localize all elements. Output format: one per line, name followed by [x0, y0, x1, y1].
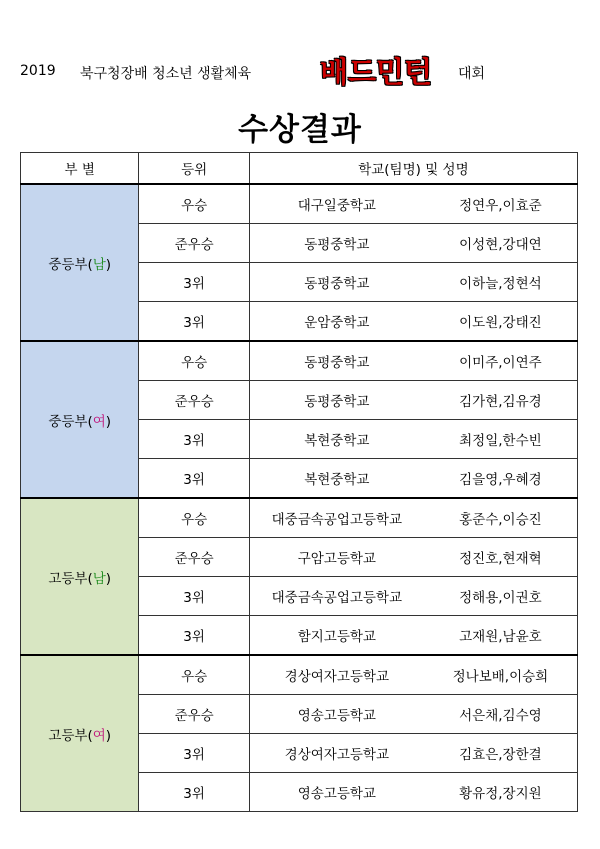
- names-cell: 홍준수,이승진: [424, 498, 578, 538]
- results-body: [21, 184, 578, 812]
- school-cell: 대구일중학교: [249, 184, 424, 224]
- school-cell: 대중금속공업고등학교: [249, 498, 424, 538]
- division-suffix: ): [105, 413, 112, 430]
- rank-cell: 준우승: [139, 695, 249, 734]
- results-table: [20, 152, 578, 812]
- rank-cell: 3위: [139, 616, 249, 656]
- event-title: [20, 50, 580, 94]
- division-suffix: ): [105, 727, 112, 744]
- division-cell: [21, 341, 139, 498]
- division-prefix: 중등부(: [48, 256, 93, 273]
- school-cell: 영송고등학교: [249, 773, 424, 812]
- rank-cell: 3위: [139, 734, 249, 773]
- names-cell: 정나보배,이승희: [424, 655, 578, 695]
- division-cell: [21, 498, 139, 655]
- division-prefix: 고등부(: [48, 570, 93, 587]
- rank-cell: 우승: [139, 655, 249, 695]
- rank-cell: 3위: [139, 773, 249, 812]
- title-main: 북구청장배 청소년 생활체육: [80, 66, 252, 82]
- names-cell: 이도원,강태진: [424, 302, 578, 342]
- division-gender: 여: [92, 413, 106, 430]
- division-gender: 여: [92, 727, 106, 744]
- header-rank: 등위: [139, 153, 249, 185]
- names-cell: 서은채,김수영: [424, 695, 578, 734]
- school-cell: 동평중학교: [249, 381, 424, 420]
- names-cell: 김효은,장한결: [424, 734, 578, 773]
- table-header-row: [21, 153, 578, 185]
- rank-cell: 우승: [139, 184, 249, 224]
- names-cell: 이미주,이연주: [424, 341, 578, 381]
- page-subtitle: 수상결과: [238, 112, 362, 148]
- names-cell: 정진호,현재혁: [424, 538, 578, 577]
- school-cell: 동평중학교: [249, 341, 424, 381]
- table-row: [21, 655, 578, 695]
- rank-cell: 3위: [139, 263, 249, 302]
- title-tail: 대회: [458, 66, 486, 82]
- rank-cell: 3위: [139, 577, 249, 616]
- school-cell: 동평중학교: [249, 263, 424, 302]
- school-cell: 대중금속공업고등학교: [249, 577, 424, 616]
- names-cell: 김가현,김유경: [424, 381, 578, 420]
- table-row: [21, 341, 578, 381]
- rank-cell: 우승: [139, 341, 249, 381]
- school-cell: 복현중학교: [249, 420, 424, 459]
- names-cell: 황유정,장지원: [424, 773, 578, 812]
- school-cell: 복현중학교: [249, 459, 424, 499]
- school-cell: 경상여자고등학교: [249, 734, 424, 773]
- header-division: 부 별: [21, 153, 139, 185]
- division-suffix: ): [105, 256, 112, 273]
- title-highlight: 배드민턴: [320, 55, 433, 89]
- names-cell: 정연우,이효준: [424, 184, 578, 224]
- rank-cell: 준우승: [139, 381, 249, 420]
- school-cell: 경상여자고등학교: [249, 655, 424, 695]
- names-cell: 김을영,우혜경: [424, 459, 578, 499]
- rank-cell: 3위: [139, 420, 249, 459]
- division-prefix: 고등부(: [48, 727, 93, 744]
- table-row: [21, 184, 578, 224]
- names-cell: 최정일,한수빈: [424, 420, 578, 459]
- rank-cell: 준우승: [139, 538, 249, 577]
- school-cell: 함지고등학교: [249, 616, 424, 656]
- school-cell: 영송고등학교: [249, 695, 424, 734]
- title-year: 2019: [20, 63, 56, 79]
- division-prefix: 중등부(: [48, 413, 93, 430]
- division-gender: 남: [92, 570, 106, 587]
- names-cell: 정해용,이권호: [424, 577, 578, 616]
- division-cell: [21, 655, 139, 812]
- school-cell: 구암고등학교: [249, 538, 424, 577]
- division-suffix: ): [105, 570, 112, 587]
- division-cell: [21, 184, 139, 341]
- rank-cell: 준우승: [139, 224, 249, 263]
- table-row: [21, 498, 578, 538]
- rank-cell: 우승: [139, 498, 249, 538]
- names-cell: 이성현,강대연: [424, 224, 578, 263]
- names-cell: 고재원,남윤호: [424, 616, 578, 656]
- names-cell: 이하늘,정현석: [424, 263, 578, 302]
- school-cell: 동평중학교: [249, 224, 424, 263]
- header-school-name: 학교(팀명) 및 성명: [249, 153, 577, 185]
- school-cell: 운암중학교: [249, 302, 424, 342]
- rank-cell: 3위: [139, 302, 249, 342]
- rank-cell: 3위: [139, 459, 249, 499]
- division-gender: 남: [92, 256, 106, 273]
